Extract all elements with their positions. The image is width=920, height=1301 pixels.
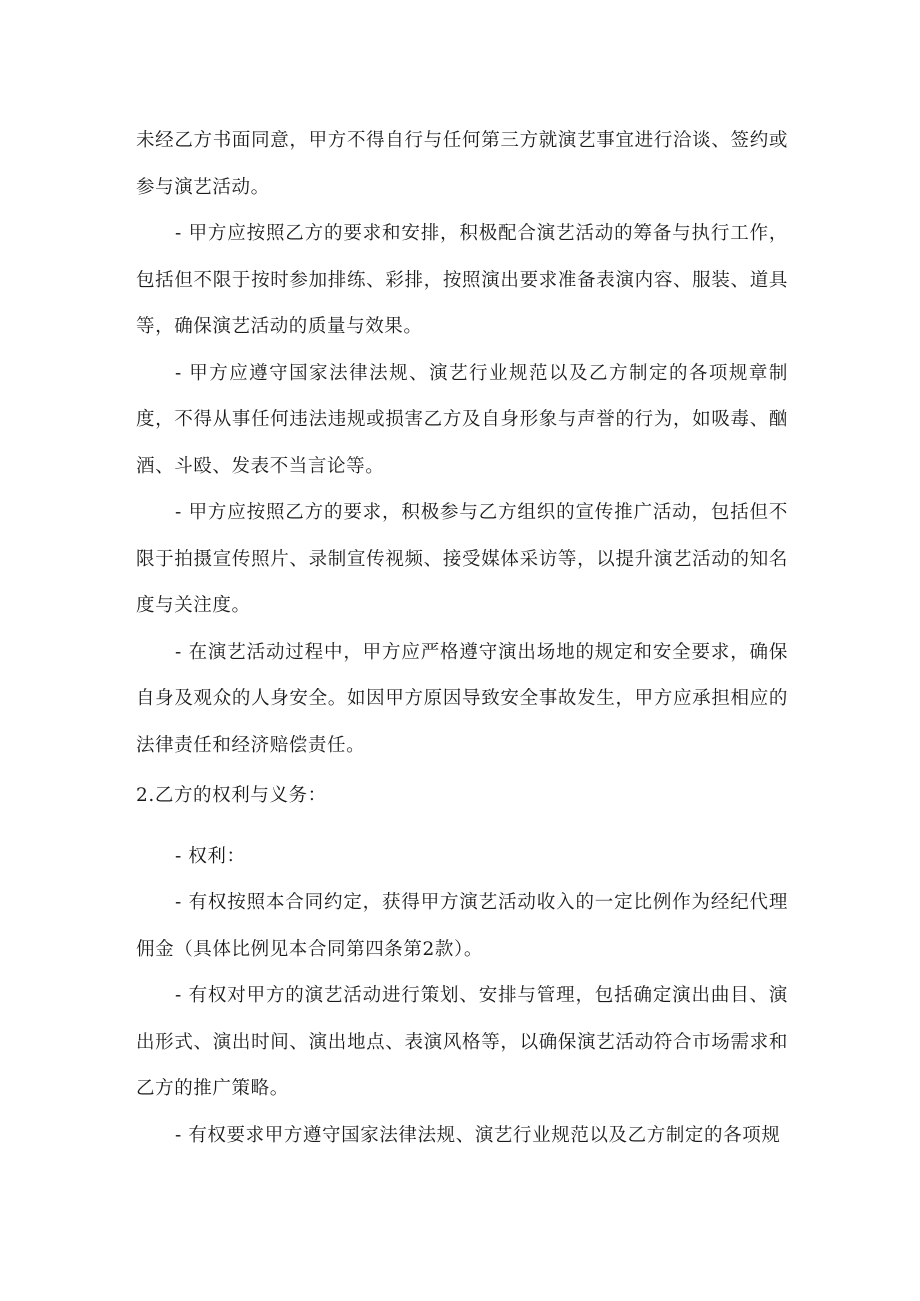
paragraph-compliance: - 甲方应遵守国家法律法规、演艺行业规范以及乙方制定的各项规章制度，不得从事任何违法违规或损害乙方及自身形象与声誉的行为，如吸毒、酗酒、斗殴、发表不当言论等。 bbox=[136, 362, 788, 477]
paragraph-cooperation: - 甲方应按照乙方的要求和安排，积极配合演艺活动的筹备与执行工作，包括但不限于按时参加排练、彩排，按照演出要求准备表演内容、服装、道具等，确保演艺活动的质量与效果。 bbox=[136, 223, 788, 337]
paragraph-safety: - 在演艺活动过程中，甲方应严格遵守演出场地的规定和安全要求，确保自身及观众的人身安全。如因甲方原因导致安全事故发生，甲方应承担相应的法律责任和经济赔偿责任。 bbox=[136, 641, 788, 756]
paragraph-continuation: 未经乙方书面同意，甲方不得自行与任何第三方就演艺事宜进行洽谈、签约或参与演艺活动。 bbox=[136, 130, 788, 198]
paragraph-commission: - 有权按照本合同约定，获得甲方演艺活动收入的一定比例作为经纪代理佣金（具体比例见本合同第四条第2款）。 bbox=[136, 892, 788, 960]
document-body bbox=[136, 118, 788, 1159]
paragraph-rights-label: - 权利： bbox=[175, 845, 246, 867]
paragraph-planning: - 有权对甲方的演艺活动进行策划、安排与管理，包括确定演出曲目、演出形式、演出时间、演出地点、表演风格等，以确保演艺活动符合市场需求和乙方的推广策略。 bbox=[136, 985, 788, 1099]
paragraph-requirements: - 有权要求甲方遵守国家法律法规、演艺行业规范以及乙方制定的各项规 bbox=[175, 1124, 781, 1146]
section-heading: 2.乙方的权利与义务： bbox=[136, 785, 327, 806]
paragraph-promotion: - 甲方应按照乙方的要求，积极参与乙方组织的宣传推广活动，包括但不限于拍摄宣传照片、录制宣传视频、接受媒体采访等，以提升演艺活动的知名度与关注度。 bbox=[136, 502, 788, 616]
